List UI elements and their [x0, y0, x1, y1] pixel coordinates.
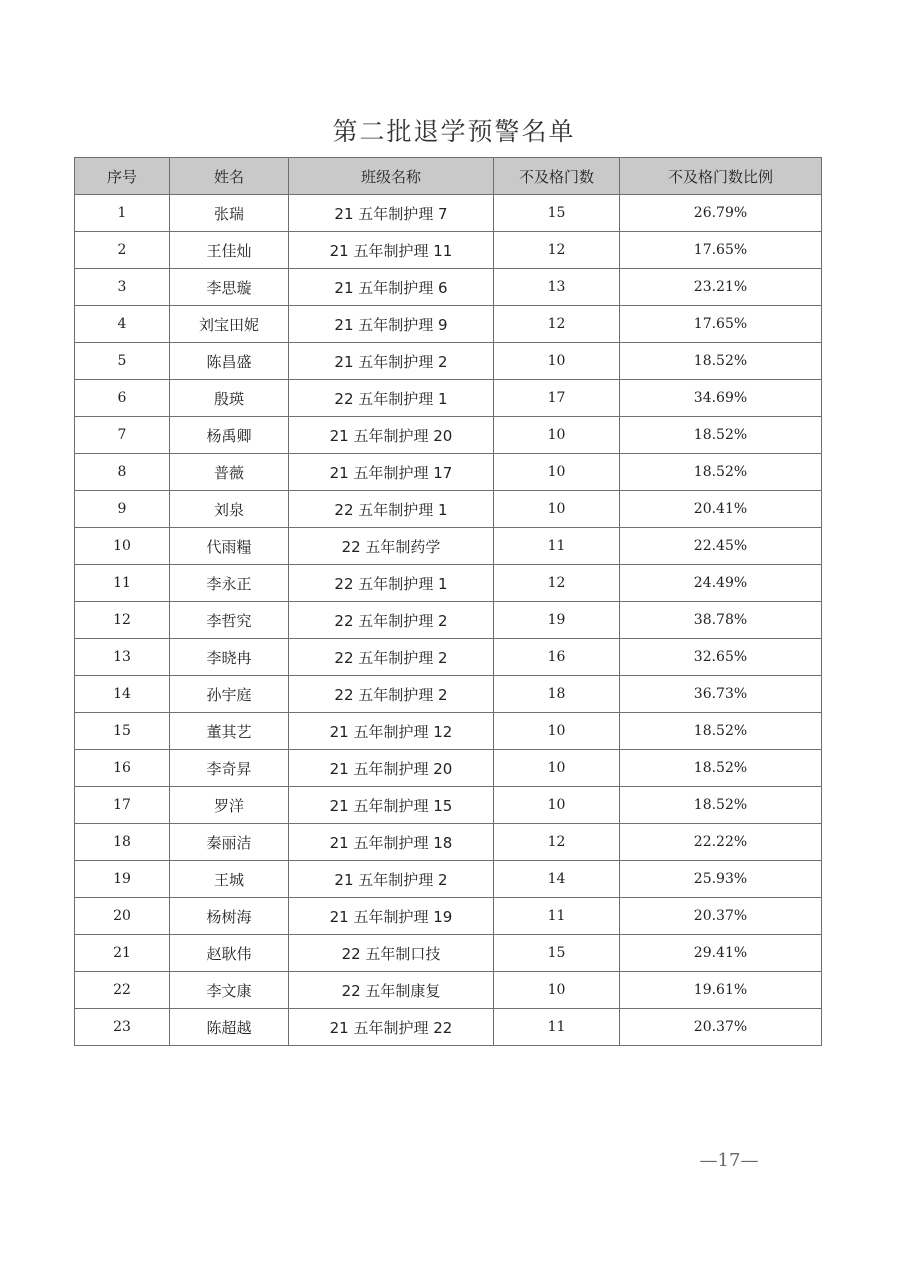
table-row	[75, 306, 822, 343]
cell-seq: 12	[75, 602, 170, 639]
cell-fail-count: 10	[494, 787, 620, 824]
cell-seq: 8	[75, 454, 170, 491]
cell-fail-count: 10	[494, 972, 620, 1009]
cell-class: 21 五年制护理 18	[289, 824, 494, 861]
cell-name: 刘泉	[170, 491, 289, 528]
cell-class: 22 五年制护理 2	[289, 602, 494, 639]
cell-fail-ratio: 24.49%	[620, 565, 822, 602]
cell-fail-count: 12	[494, 306, 620, 343]
cell-fail-count: 11	[494, 1009, 620, 1046]
cell-seq: 10	[75, 528, 170, 565]
cell-seq: 3	[75, 269, 170, 306]
cell-class: 21 五年制护理 22	[289, 1009, 494, 1046]
cell-class: 22 五年制口技	[289, 935, 494, 972]
table-row	[75, 750, 822, 787]
table-row	[75, 639, 822, 676]
cell-fail-ratio: 19.61%	[620, 972, 822, 1009]
page-title: 第二批退学预警名单	[332, 117, 576, 146]
cell-class: 22 五年制护理 1	[289, 491, 494, 528]
cell-fail-ratio: 18.52%	[620, 787, 822, 824]
cell-fail-count: 10	[494, 343, 620, 380]
cell-fail-count: 15	[494, 195, 620, 232]
cell-name: 王佳灿	[170, 232, 289, 269]
cell-class: 22 五年制护理 1	[289, 380, 494, 417]
cell-class: 21 五年制护理 11	[289, 232, 494, 269]
cell-class: 21 五年制护理 7	[289, 195, 494, 232]
cell-fail-ratio: 20.41%	[620, 491, 822, 528]
table-row	[75, 602, 822, 639]
cell-class: 22 五年制护理 2	[289, 639, 494, 676]
cell-fail-ratio: 18.52%	[620, 343, 822, 380]
cell-fail-count: 10	[494, 454, 620, 491]
cell-fail-count: 10	[494, 713, 620, 750]
page-number: —17—	[699, 1150, 759, 1171]
cell-seq: 11	[75, 565, 170, 602]
cell-seq: 13	[75, 639, 170, 676]
cell-fail-count: 18	[494, 676, 620, 713]
cell-seq: 7	[75, 417, 170, 454]
cell-class: 21 五年制护理 6	[289, 269, 494, 306]
cell-seq: 2	[75, 232, 170, 269]
cell-fail-ratio: 18.52%	[620, 454, 822, 491]
cell-fail-ratio: 20.37%	[620, 898, 822, 935]
cell-name: 赵耿伟	[170, 935, 289, 972]
table-row	[75, 1009, 822, 1046]
cell-fail-ratio: 18.52%	[620, 750, 822, 787]
table-row	[75, 232, 822, 269]
cell-fail-count: 15	[494, 935, 620, 972]
table-row	[75, 676, 822, 713]
table-row	[75, 898, 822, 935]
cell-fail-count: 11	[494, 898, 620, 935]
cell-fail-count: 12	[494, 824, 620, 861]
header-name: 姓名	[170, 158, 289, 195]
table-row	[75, 417, 822, 454]
table-row	[75, 528, 822, 565]
cell-seq: 20	[75, 898, 170, 935]
cell-class: 21 五年制护理 9	[289, 306, 494, 343]
cell-name: 李晓冉	[170, 639, 289, 676]
cell-class: 22 五年制药学	[289, 528, 494, 565]
cell-fail-count: 17	[494, 380, 620, 417]
cell-name: 李文康	[170, 972, 289, 1009]
cell-seq: 6	[75, 380, 170, 417]
table-row	[75, 787, 822, 824]
cell-name: 代雨糧	[170, 528, 289, 565]
cell-name: 罗洋	[170, 787, 289, 824]
cell-seq: 9	[75, 491, 170, 528]
cell-fail-ratio: 22.22%	[620, 824, 822, 861]
cell-seq: 4	[75, 306, 170, 343]
cell-class: 21 五年制护理 20	[289, 417, 494, 454]
table-row	[75, 972, 822, 1009]
header-fail-ratio: 不及格门数比例	[620, 158, 822, 195]
cell-fail-ratio: 25.93%	[620, 861, 822, 898]
cell-seq: 16	[75, 750, 170, 787]
cell-seq: 14	[75, 676, 170, 713]
header-class: 班级名称	[289, 158, 494, 195]
cell-fail-count: 13	[494, 269, 620, 306]
cell-seq: 22	[75, 972, 170, 1009]
cell-class: 21 五年制护理 19	[289, 898, 494, 935]
cell-class: 21 五年制护理 17	[289, 454, 494, 491]
cell-class: 22 五年制护理 2	[289, 676, 494, 713]
table-row	[75, 343, 822, 380]
header-seq: 序号	[75, 158, 170, 195]
cell-fail-ratio: 29.41%	[620, 935, 822, 972]
cell-name: 秦丽洁	[170, 824, 289, 861]
cell-name: 李永正	[170, 565, 289, 602]
table-row	[75, 713, 822, 750]
table-header-row	[75, 158, 822, 195]
cell-class: 21 五年制护理 20	[289, 750, 494, 787]
cell-fail-ratio: 38.78%	[620, 602, 822, 639]
cell-name: 杨禹卿	[170, 417, 289, 454]
cell-fail-ratio: 20.37%	[620, 1009, 822, 1046]
cell-name: 王城	[170, 861, 289, 898]
cell-fail-ratio: 18.52%	[620, 417, 822, 454]
cell-seq: 19	[75, 861, 170, 898]
cell-name: 刘宝田妮	[170, 306, 289, 343]
cell-fail-ratio: 32.65%	[620, 639, 822, 676]
table-row	[75, 824, 822, 861]
cell-fail-count: 11	[494, 528, 620, 565]
cell-fail-count: 14	[494, 861, 620, 898]
cell-name: 杨树海	[170, 898, 289, 935]
cell-name: 孙宇庭	[170, 676, 289, 713]
cell-name: 李哲究	[170, 602, 289, 639]
cell-fail-ratio: 26.79%	[620, 195, 822, 232]
cell-fail-count: 12	[494, 232, 620, 269]
cell-class: 21 五年制护理 15	[289, 787, 494, 824]
cell-class: 22 五年制康复	[289, 972, 494, 1009]
warning-list-table	[74, 157, 822, 1046]
table-row	[75, 380, 822, 417]
cell-name: 普薇	[170, 454, 289, 491]
cell-fail-count: 10	[494, 750, 620, 787]
header-fail-count: 不及格门数	[494, 158, 620, 195]
cell-seq: 1	[75, 195, 170, 232]
table-row	[75, 454, 822, 491]
table-row	[75, 935, 822, 972]
cell-seq: 5	[75, 343, 170, 380]
cell-seq: 15	[75, 713, 170, 750]
cell-seq: 18	[75, 824, 170, 861]
cell-name: 陈超越	[170, 1009, 289, 1046]
cell-fail-count: 16	[494, 639, 620, 676]
cell-fail-ratio: 18.52%	[620, 713, 822, 750]
cell-name: 李思璇	[170, 269, 289, 306]
cell-name: 张瑞	[170, 195, 289, 232]
cell-seq: 17	[75, 787, 170, 824]
cell-name: 董其艺	[170, 713, 289, 750]
cell-fail-count: 19	[494, 602, 620, 639]
cell-fail-ratio: 23.21%	[620, 269, 822, 306]
table-row	[75, 861, 822, 898]
cell-seq: 23	[75, 1009, 170, 1046]
cell-name: 殷瑛	[170, 380, 289, 417]
cell-fail-ratio: 34.69%	[620, 380, 822, 417]
cell-fail-ratio: 22.45%	[620, 528, 822, 565]
cell-fail-ratio: 17.65%	[620, 232, 822, 269]
table-row	[75, 491, 822, 528]
cell-class: 21 五年制护理 2	[289, 861, 494, 898]
cell-fail-ratio: 36.73%	[620, 676, 822, 713]
cell-fail-ratio: 17.65%	[620, 306, 822, 343]
table-row	[75, 565, 822, 602]
cell-class: 21 五年制护理 12	[289, 713, 494, 750]
cell-seq: 21	[75, 935, 170, 972]
table-body	[75, 195, 822, 1046]
cell-class: 21 五年制护理 2	[289, 343, 494, 380]
cell-fail-count: 10	[494, 491, 620, 528]
cell-class: 22 五年制护理 1	[289, 565, 494, 602]
table-row	[75, 195, 822, 232]
table-row	[75, 269, 822, 306]
cell-fail-count: 10	[494, 417, 620, 454]
cell-name: 李奇昇	[170, 750, 289, 787]
cell-fail-count: 12	[494, 565, 620, 602]
cell-name: 陈昌盛	[170, 343, 289, 380]
